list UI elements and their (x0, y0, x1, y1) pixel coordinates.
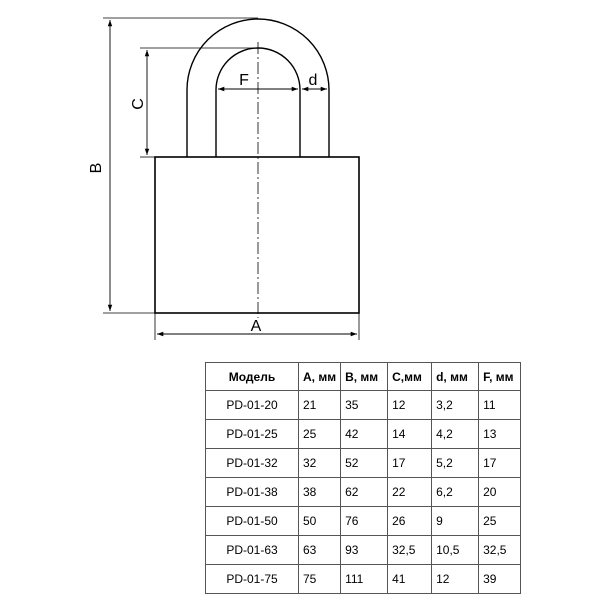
table-row (206, 507, 521, 536)
label-a: A (250, 318, 262, 335)
cell-d: 10,5 (432, 536, 479, 565)
label-f: F (239, 72, 249, 89)
cell-f: 39 (479, 565, 521, 594)
cell-model: PD-01-32 (206, 449, 299, 478)
cell-b: 35 (341, 391, 388, 420)
cell-b: 62 (341, 478, 388, 507)
cell-d: 3,2 (432, 391, 479, 420)
cell-c: 12 (388, 391, 432, 420)
cell-c: 17 (388, 449, 432, 478)
cell-d: 4,2 (432, 420, 479, 449)
table-row (206, 565, 521, 594)
header-f: F, мм (479, 363, 521, 391)
cell-model: PD-01-75 (206, 565, 299, 594)
cell-a: 21 (299, 391, 341, 420)
dimension-lines (110, 20, 357, 334)
lock-body (155, 157, 359, 313)
table-row (206, 536, 521, 565)
cell-c: 41 (388, 565, 432, 594)
cell-a: 63 (299, 536, 341, 565)
cell-model: PD-01-50 (206, 507, 299, 536)
cell-a: 75 (299, 565, 341, 594)
header-d: d, мм (432, 363, 479, 391)
header-c: C,мм (388, 363, 432, 391)
extension-lines (103, 18, 359, 340)
cell-d: 9 (432, 507, 479, 536)
cell-f: 11 (479, 391, 521, 420)
header-model: Модель (206, 363, 299, 391)
table-row (206, 449, 521, 478)
cell-f: 20 (479, 478, 521, 507)
cell-b: 42 (341, 420, 388, 449)
cell-model: PD-01-38 (206, 478, 299, 507)
cell-b: 93 (341, 536, 388, 565)
cell-model: PD-01-25 (206, 420, 299, 449)
cell-f: 25 (479, 507, 521, 536)
cell-b: 52 (341, 449, 388, 478)
cell-d: 12 (432, 565, 479, 594)
cell-a: 32 (299, 449, 341, 478)
table-row (206, 420, 521, 449)
table-row (206, 478, 521, 507)
cell-d: 5,2 (432, 449, 479, 478)
label-c: C (130, 98, 147, 110)
cell-a: 25 (299, 420, 341, 449)
label-b: B (88, 162, 105, 174)
cell-c: 22 (388, 478, 432, 507)
cell-c: 26 (388, 507, 432, 536)
table-row (206, 391, 521, 420)
cell-c: 14 (388, 420, 432, 449)
cell-f: 32,5 (479, 536, 521, 565)
cell-a: 50 (299, 507, 341, 536)
cell-c: 32,5 (388, 536, 432, 565)
cell-f: 13 (479, 420, 521, 449)
cell-d: 6,2 (432, 478, 479, 507)
cell-a: 38 (299, 478, 341, 507)
cell-f: 17 (479, 449, 521, 478)
label-d: d (308, 72, 318, 89)
cell-b: 111 (341, 565, 388, 594)
table-header-row (206, 363, 521, 391)
header-a: A, мм (299, 363, 341, 391)
header-b: B, мм (341, 363, 388, 391)
cell-b: 76 (341, 507, 388, 536)
specifications-table (205, 362, 521, 594)
cell-model: PD-01-20 (206, 391, 299, 420)
cell-model: PD-01-63 (206, 536, 299, 565)
